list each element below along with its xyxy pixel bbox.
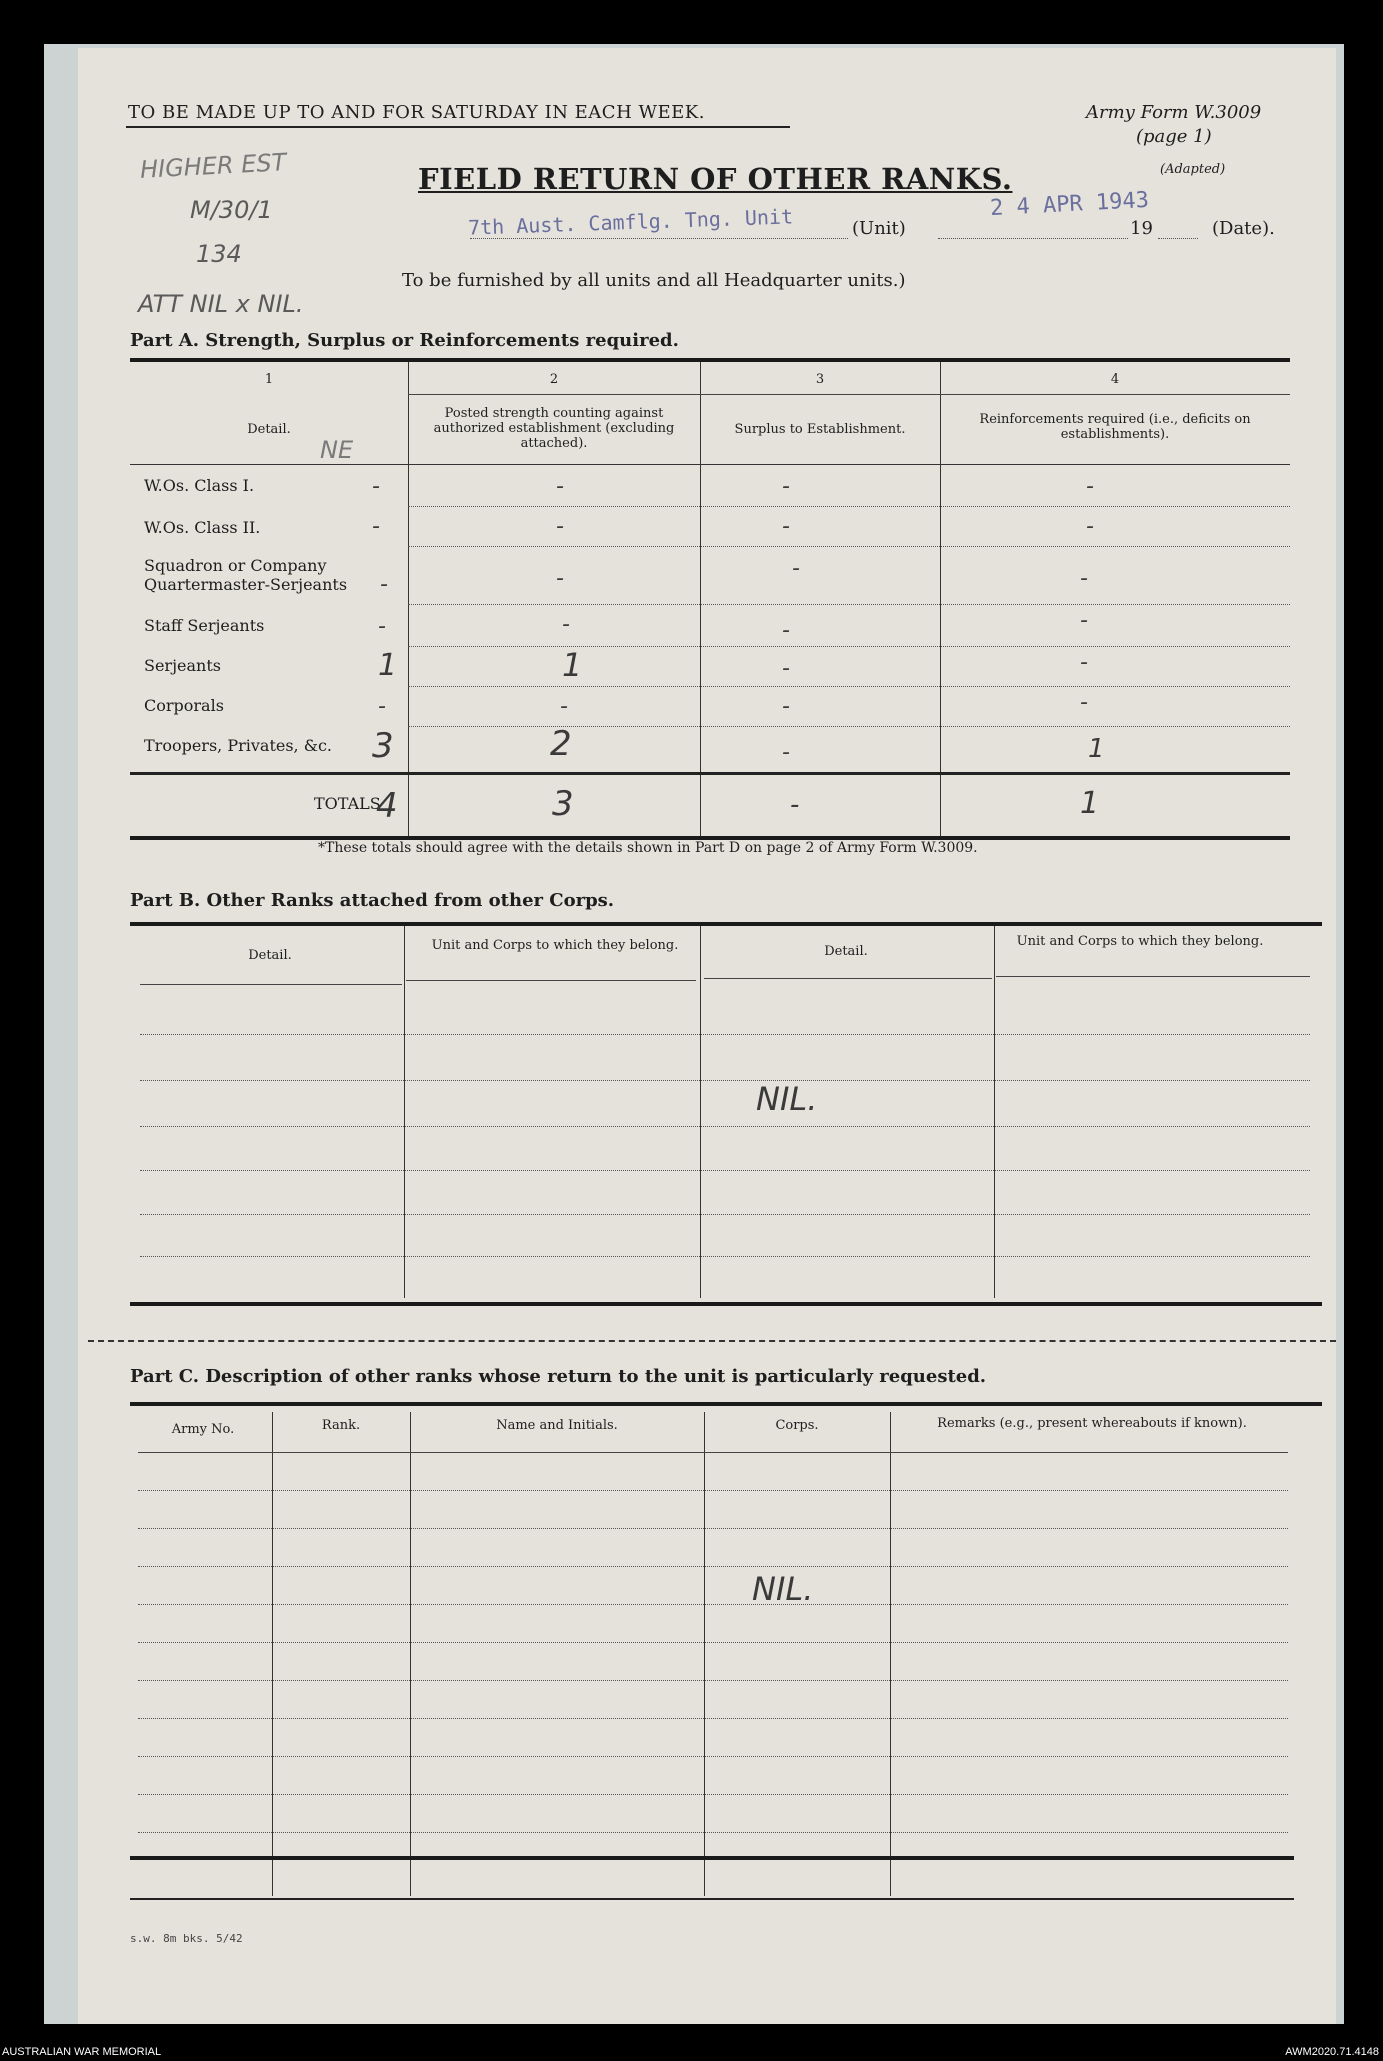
part-a-heading: Part A. Strength, Surplus or Reinforcements required. xyxy=(130,330,679,351)
part-b-nil-entry: NIL. xyxy=(756,1080,818,1118)
part-b-header-detail-1: Detail. xyxy=(248,948,292,963)
part-c-row-line xyxy=(138,1832,1288,1833)
part-a-header-surplus: Surplus to Establishment. xyxy=(734,422,906,437)
cqms-c2: - xyxy=(556,566,564,591)
tear-line xyxy=(88,1340,1336,1342)
handwritten-note-4: ATT NIL x NIL. xyxy=(138,290,304,318)
part-c-header-army-no: Army No. xyxy=(171,1422,235,1437)
part-b-header-detail-2: Detail. xyxy=(824,944,868,959)
date-stamp: 2 4 APR 1943 xyxy=(989,187,1150,222)
part-b-row-line xyxy=(140,1080,1310,1081)
part-b-top-rule xyxy=(130,922,1322,926)
weekly-instruction: TO BE MADE UP TO AND FOR SATURDAY IN EACH WEEK. xyxy=(128,102,705,123)
part-c-row-line xyxy=(138,1718,1288,1719)
part-b-header-unit-1: Unit and Corps to which they belong. xyxy=(431,938,679,953)
part-a-header-reinforcements: Reinforcements required (i.e., deficits on establishments). xyxy=(979,412,1251,442)
corporals-c1: - xyxy=(378,694,386,719)
archive-credit-left: AUSTRALIAN WAR MEMORIAL xyxy=(2,2046,162,2058)
part-c-row-line xyxy=(138,1680,1288,1681)
row-label-serjeants: Serjeants xyxy=(144,656,221,675)
part-a-top-rule xyxy=(130,358,1290,362)
totals-c4: 1 xyxy=(1080,786,1100,821)
part-a-divider-3 xyxy=(940,362,941,838)
part-c-header-rule xyxy=(138,1452,1288,1453)
part-c-header-rank: Rank. xyxy=(321,1418,361,1433)
part-b-divider-3 xyxy=(994,926,995,1298)
part-b-row-line xyxy=(140,1126,1310,1127)
part-b-header-rule xyxy=(140,984,402,985)
part-b-row-line xyxy=(140,1170,1310,1171)
part-b-row-line xyxy=(140,1214,1310,1215)
part-a-footnote: *These totals should agree with the details shown in Part D on page 2 of Army Form W.3009. xyxy=(318,840,978,856)
date-label: (Date). xyxy=(1212,218,1275,239)
detail-annotation: NE xyxy=(320,436,354,464)
part-a-header-posted: Posted strength counting against authorized establishment (excluding attached). xyxy=(433,406,675,451)
totals-label: TOTALS xyxy=(314,794,381,813)
cqms-c4: - xyxy=(1080,566,1088,591)
privates-c2: 2 xyxy=(550,724,572,764)
wo1-c1: - xyxy=(372,474,380,499)
serjeants-c2: 1 xyxy=(562,646,583,684)
part-a-colnum-2: 2 xyxy=(549,372,559,387)
part-a-colnum-rule xyxy=(408,394,1290,395)
unit-dotted-line xyxy=(470,238,848,239)
totals-c2: 3 xyxy=(552,784,574,824)
instruction-underline xyxy=(126,126,790,128)
staff-sjt-c2: - xyxy=(562,612,570,637)
row-label-cqms: Squadron or Company Quartermaster-Serjeants xyxy=(144,556,348,594)
part-b-header-rule xyxy=(704,978,992,979)
adapted-note: (Adapted) xyxy=(1160,162,1226,177)
row-label-staff-serjeants: Staff Serjeants xyxy=(144,616,265,635)
year-dotted-line xyxy=(1158,238,1198,239)
row-sep xyxy=(408,546,1290,547)
handwritten-note-2: M/30/1 xyxy=(190,196,273,224)
form-reference: Army Form W.3009 xyxy=(1086,102,1262,123)
privates-c3: - xyxy=(782,740,790,765)
part-c-header-remarks: Remarks (e.g., present whereabouts if known). xyxy=(937,1416,1247,1431)
unit-label: (Unit) xyxy=(852,218,906,239)
privates-c1: 3 xyxy=(372,726,394,766)
privates-c4: 1 xyxy=(1088,734,1105,764)
row-label-privates: Troopers, Privates, &c. xyxy=(144,736,333,755)
part-b-header-unit-2: Unit and Corps to which they belong. xyxy=(1016,934,1264,949)
part-b-divider-1 xyxy=(404,926,405,1298)
part-c-nil-entry: NIL. xyxy=(752,1570,814,1608)
row-sep xyxy=(408,726,1290,727)
handwritten-note-1: HIGHER EST xyxy=(139,148,287,184)
part-c-divider-2 xyxy=(410,1412,411,1896)
row-label-wo2: W.Os. Class II. xyxy=(144,518,261,537)
wo1-c4: - xyxy=(1086,474,1094,499)
row-sep xyxy=(408,646,1290,647)
wo1-c3: - xyxy=(782,474,790,499)
serjeants-c3: - xyxy=(782,656,790,681)
part-c-heading: Part C. Description of other ranks whose return to the unit is particularly requested. xyxy=(130,1366,987,1387)
row-label-corporals: Corporals xyxy=(144,696,224,715)
page-number: (page 1) xyxy=(1136,126,1212,147)
part-b-heading: Part B. Other Ranks attached from other Corps. xyxy=(130,890,615,911)
part-b-divider-2 xyxy=(700,926,701,1298)
wo2-c2: - xyxy=(556,514,564,539)
part-b-row-line xyxy=(140,1256,1310,1257)
staff-sjt-c3: - xyxy=(782,618,790,643)
serjeants-c1: 1 xyxy=(378,648,398,683)
date-dotted-line xyxy=(938,238,1128,239)
part-a-header-detail: Detail. xyxy=(247,422,291,437)
row-sep xyxy=(408,686,1290,687)
row-label-wo1: W.Os. Class I. xyxy=(144,476,255,495)
wo2-c3: - xyxy=(782,514,790,539)
part-a-header-rule xyxy=(130,464,1290,465)
part-c-divider-1 xyxy=(272,1412,273,1896)
staff-sjt-c4: - xyxy=(1080,608,1088,633)
part-b-bottom-rule xyxy=(130,1302,1322,1306)
part-c-divider-3 xyxy=(704,1412,705,1896)
part-b-header-rule xyxy=(406,980,696,981)
corporals-c2: - xyxy=(560,694,568,719)
corporals-c3: - xyxy=(782,694,790,719)
corporals-c4: - xyxy=(1080,690,1088,715)
part-c-row-line xyxy=(138,1604,1288,1605)
part-c-row-line xyxy=(138,1756,1288,1757)
wo1-c2: - xyxy=(556,474,564,499)
unit-stamp: 7th Aust. Camflg. Tng. Unit xyxy=(467,204,794,240)
row-sep xyxy=(408,506,1290,507)
print-code: s.w. 8m bks. 5/42 xyxy=(130,1932,243,1945)
part-c-row-line xyxy=(138,1528,1288,1529)
part-c-top-rule xyxy=(130,1402,1322,1406)
part-a-totals-rule xyxy=(130,772,1290,775)
archive-credit-right: AWM2020.71.4148 xyxy=(1285,2046,1379,2058)
part-c-header-name: Name and Initials. xyxy=(496,1418,618,1433)
part-b-header-rule xyxy=(996,976,1310,977)
furnish-note: To be furnished by all units and all Headquarter units.) xyxy=(402,270,906,291)
cqms-c1: - xyxy=(380,572,388,597)
part-c-header-corps: Corps. xyxy=(775,1418,819,1433)
wo2-c1: - xyxy=(372,514,380,539)
serjeants-c4: - xyxy=(1080,650,1088,675)
part-a-colnum-1: 1 xyxy=(264,372,274,387)
part-c-row-line xyxy=(138,1642,1288,1643)
staff-sjt-c1: - xyxy=(378,614,386,639)
part-c-bottom-rule-1 xyxy=(130,1856,1294,1860)
row-sep xyxy=(408,604,1290,605)
part-a-colnum-4: 4 xyxy=(1110,372,1120,387)
part-c-divider-4 xyxy=(890,1412,891,1896)
part-b-row-line xyxy=(140,1034,1310,1035)
totals-c3: - xyxy=(790,790,800,820)
part-c-row-line xyxy=(138,1566,1288,1567)
part-a-colnum-3: 3 xyxy=(815,372,825,387)
handwritten-note-3: 134 xyxy=(196,240,242,268)
totals-c1: 4 xyxy=(376,786,398,826)
part-c-row-line xyxy=(138,1794,1288,1795)
form-title: FIELD RETURN OF OTHER RANKS. xyxy=(418,162,1013,196)
year-prefix: 19 xyxy=(1130,218,1153,239)
part-c-bottom-rule-2 xyxy=(130,1898,1294,1900)
part-a-divider-1 xyxy=(408,362,409,838)
wo2-c4: - xyxy=(1086,514,1094,539)
part-c-row-line xyxy=(138,1490,1288,1491)
cqms-c3: - xyxy=(792,556,800,581)
